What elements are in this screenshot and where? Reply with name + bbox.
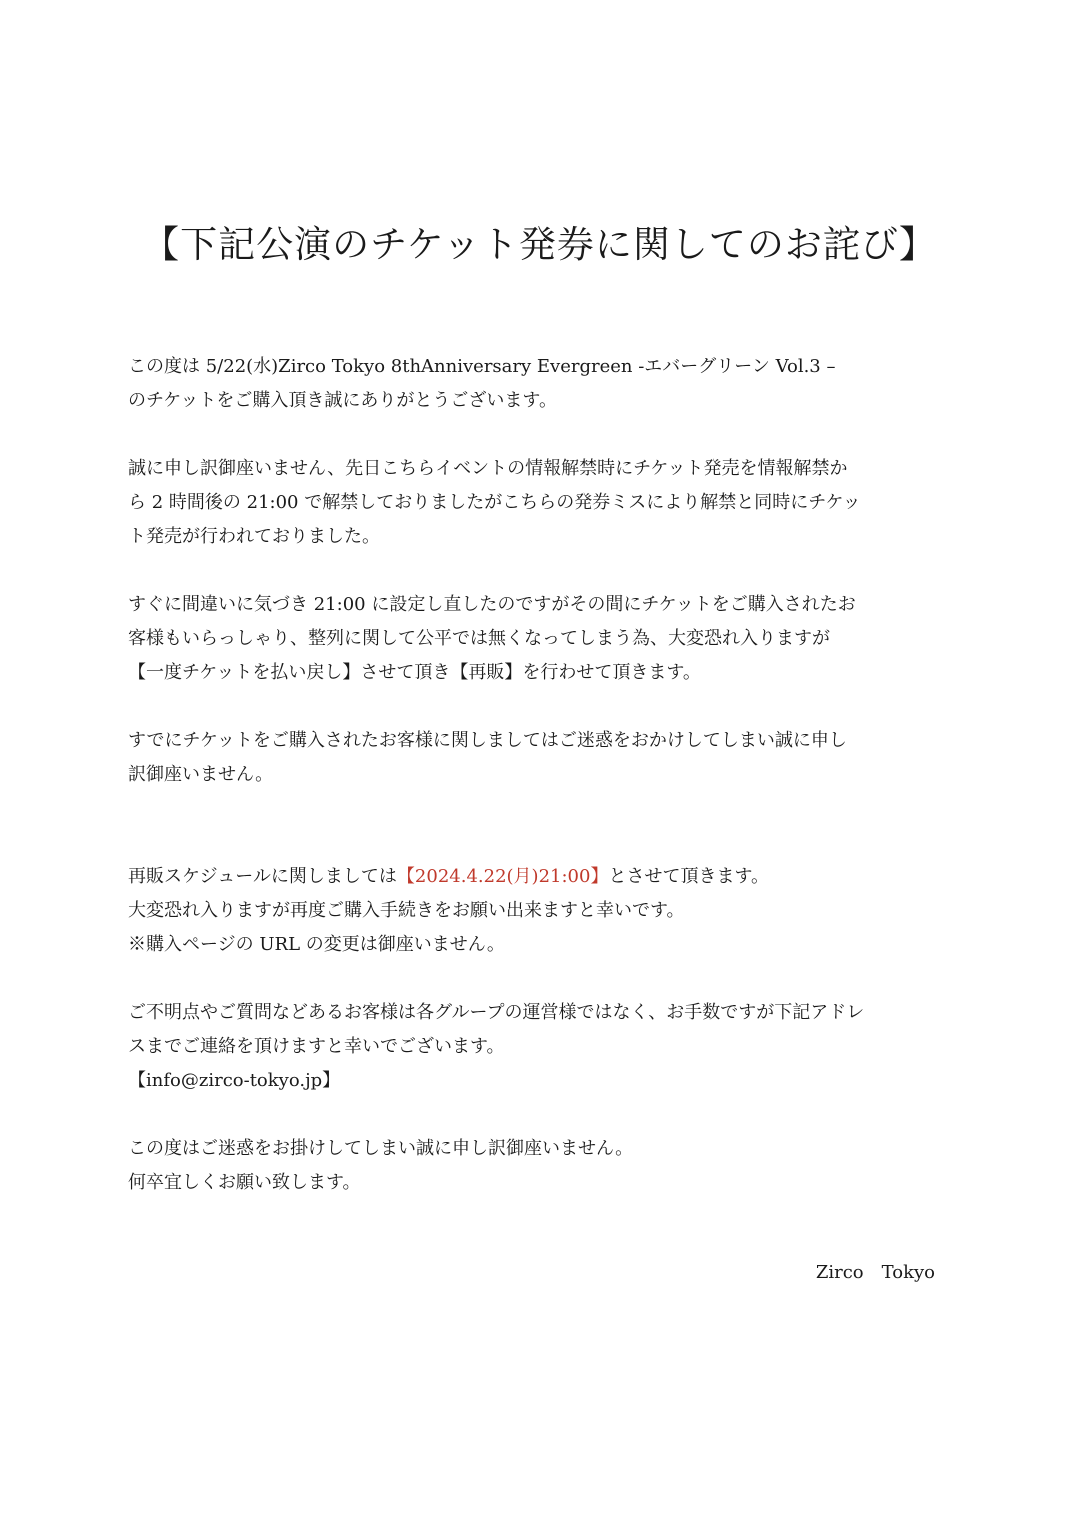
text-line: 誠に申し訳御座いません、先日こちらイベントの情報解禁時にチケット発売を情報解禁か <box>128 458 848 479</box>
resale-date-highlight: 【2024.4.22(月)21:00】 <box>396 866 609 887</box>
paragraph-apology <box>128 452 943 554</box>
paragraph-resale-schedule <box>128 860 943 962</box>
text-line: この度は 5/22(水)Zirco Tokyo 8thAnniversary Evergreen -エバーグリーン Vol.3 – <box>128 356 836 377</box>
text-line: ご不明点やご質問などあるお客様は各グループの運営様ではなく、お手数ですが下記アドレ <box>128 1002 865 1023</box>
notice-body <box>128 350 943 1200</box>
text-line: 大変恐れ入りますが再度ご購入手続きをお願い出来ますと幸いです。 <box>128 900 685 921</box>
text-line: 客様もいらっしゃり、整列に関して公平では無くなってしまう為、大変恐れ入りますが <box>128 628 830 649</box>
paragraph-closing <box>128 1132 943 1200</box>
paragraph-intro <box>128 350 943 418</box>
text-line: 訳御座いません。 <box>128 764 274 785</box>
text-line: 何卒宜しくお願い致します。 <box>128 1172 361 1193</box>
text-line: ト発売が行われておりました。 <box>128 526 380 547</box>
paragraph-existing-buyers <box>128 724 943 792</box>
page-title: 【下記公演のチケット発券に関してのお詫び】 <box>142 223 937 266</box>
paragraph-contact <box>128 996 943 1098</box>
text-line: ※購入ページの URL の変更は御座いません。 <box>128 934 505 955</box>
text-line: 【一度チケットを払い戻し】させて頂き【再販】を行わせて頂きます。 <box>128 662 701 683</box>
signature: Zirco Tokyo <box>815 1262 935 1283</box>
text-line: すぐに間違いに気づき 21:00 に設定し直したのですがその間にチケットをご購入されたお <box>128 594 856 615</box>
text-line: この度はご迷惑をお掛けしてしまい誠に申し訳御座いません。 <box>128 1138 634 1159</box>
text-line: スまでご連絡を頂けますと幸いでございます。 <box>128 1036 505 1057</box>
resale-intro-text: 再販スケジュールに関しましては <box>128 866 397 887</box>
text-line: すでにチケットをご購入されたお客様に関しましてはご迷惑をおかけしてしまい誠に申し <box>128 730 847 751</box>
contact-email: 【info@zirco-tokyo.jp】 <box>128 1070 341 1091</box>
resale-outro-text: とさせて頂きます。 <box>608 866 770 887</box>
paragraph-refund <box>128 588 943 690</box>
text-line: ら 2 時間後の 21:00 で解禁しておりましたがこちらの発券ミスにより解禁と同時にチケッ <box>128 492 861 513</box>
text-line: のチケットをご購入頂き誠にありがとうございます。 <box>128 390 557 411</box>
resale-schedule-line <box>128 860 943 894</box>
